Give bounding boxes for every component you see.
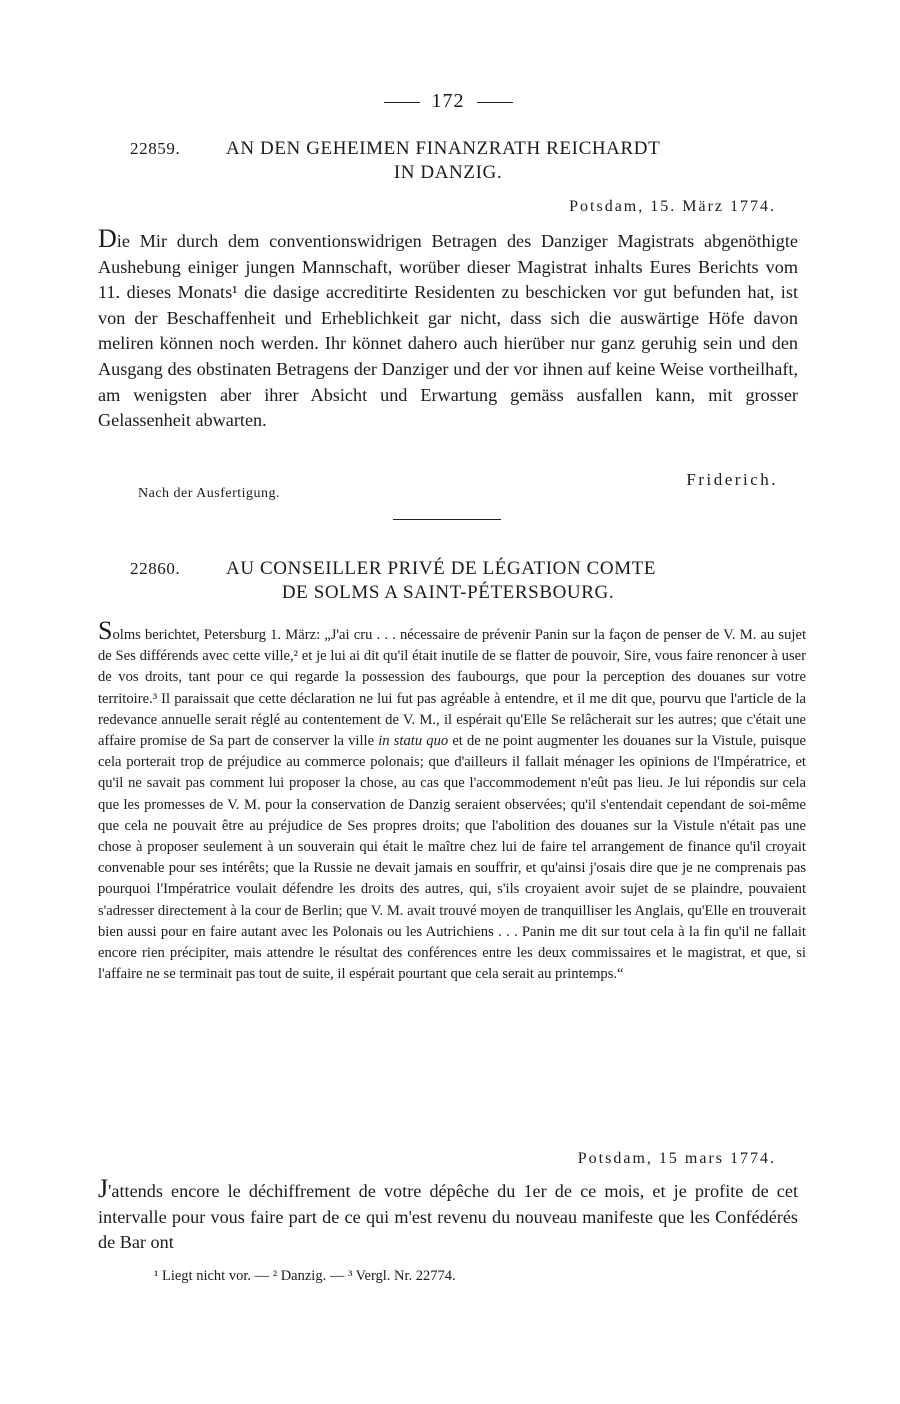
letter-2-text: 'attends encore le déchiffrement de votre dépêche du 1er de ce mois, et je profite de cet intervalle pour vous faire part de ce qui m'est revenu du nouveau manifeste que les Confédérés de Bar ont: [98, 1181, 798, 1253]
letter-2-body: [98, 1176, 798, 1256]
letter-2-title-line2: DE SOLMS A SAINT-PÉTERSBOURG.: [281, 582, 615, 603]
letter-2-number: 22860.: [130, 559, 181, 578]
letter-1-number: 22859.: [130, 139, 181, 158]
letter-1-source: Nach der Ausfertigung.: [138, 486, 281, 501]
letter-1-title-line1: AN DEN GEHEIMEN FINANZRATH REICHARDT: [226, 138, 661, 159]
letter-2-report-initial: S: [98, 616, 113, 645]
page-number-dash-left: [384, 102, 420, 103]
letter-1-dateline: Potsdam, 15. März 1774.: [569, 198, 776, 215]
letter-2-title-line1: AU CONSEILLER PRIVÉ DE LÉGATION COMTE: [226, 558, 657, 579]
letter-2-report: [98, 618, 806, 985]
section-divider: [393, 519, 501, 520]
letter-2-dateline: Potsdam, 15 mars 1774.: [577, 1150, 776, 1167]
page-number-text: 172: [431, 90, 465, 112]
letter-2-report-italic: in statu quo: [378, 733, 449, 750]
letter-2-initial: J: [98, 1174, 109, 1203]
letter-2-report-text-a: olms berichtet, Petersburg 1. März: „J'ai cru . . . nécessaire de prévenir Panin sur la façon de penser de V. M. au sujet de Ses différends avec cette ville,² et je lui ai dit qu'il était inutile de se flatter de pouvoir, Sire, vous faire renoncer à user de vos droits, tant pour ce qui regarde la possession des faubourgs, que pour la perception des douanes sur votre territoire.³ Il paraissait que cette déclaration ne lui fut pas agréable à entendre, et il me dit que, pourvu que l'article de la redevance annuelle serait réglé au contentement de V. M., il espérait qu'Elle Se relâcherait sur les autres; que c'était une affaire promise de Sa part de conserver la ville: [98, 627, 806, 750]
page-number-dash-right: [477, 102, 513, 103]
page-number: [98, 90, 798, 113]
letter-1-title-line2: IN DANZIG.: [393, 162, 503, 183]
letter-1-initial: D: [98, 224, 117, 253]
letter-2-report-text-b: et de ne point augmenter les douanes sur la Vistule, puisque cela porterait trop de préjudice au commerce polonais; que d'ailleurs il fallait ménager les opinions de l'Impératrice, et qu'il ne savait pas comment lui proposer la chose, au cas que l'accommodement n'eût pas lieu. Je lui répondis sur cela que les promesses de V. M. pour la conservation de Danzig seraient observées; qu'il s'entendait cependant de soi-même que cela ne pouvait être au préjudice de Ses propres droits; que l'abolition des douanes sur la Vistule n'était pas une chose à proposer seulement à un souverain qui était le maître chez lui de faire tel arrangement de finance qu'il croyait convenable pour ses intérêts; que la Russie ne devait jamais en souffrir, et qu'ainsi j'osais dire que je ne comprenais pas pourquoi l'Impératrice voulait défendre les droits des autres, qui, s'ils croyaient avoir sujet de se plaindre, pouvaient s'adresser directement à la cour de Berlin; que V. M. avait trouvé moyen de tranquilliser les Anglais, qu'Elle en trouverait bien aussi pour en faire autant avec les Polonais ou les Autrichiens . . . Panin me dit sur tout cela à la fin qu'il ne fallait encore rien précipiter, mais attendre le résultat des conférences entre les deux commissaires et le magistrat, et que, si l'affaire ne se terminait pas tout de suite, il espérait pourtant que cela serait au printemps.“: [98, 733, 806, 983]
footnotes: ¹ Liegt nicht vor. — ² Danzig. — ³ Vergl. Nr. 22774.: [154, 1268, 456, 1284]
letter-1-body: [98, 226, 798, 434]
letter-1-signature: Friderich.: [686, 470, 778, 489]
letter-1-text: ie Mir durch dem conventionswidrigen Betragen des Danziger Magistrats abgenöthigte Aushebung einiger jungen Mannschaft, worüber dieser Magistrat inhalts Eures Berichts vom 11. dieses Monats¹ die dasige accreditirte Residenten zu beschicken vor gut befunden hat, ist von der Beschaffenheit und Erheblichkeit gar nicht, dass sich die auswärtige Höfe davon meliren können noch werden. Ihr könnet dahero auch hierüber nur ganz geruhig sein und den Ausgang des obstinaten Betragens der Danziger und der vor ihnen auf keine Weise vortheilhaft, am wenigsten aber ihrer Absicht und Erwartung gemäss ausfallen kann, mit grosser Gelassenheit abwarten.: [98, 231, 798, 431]
